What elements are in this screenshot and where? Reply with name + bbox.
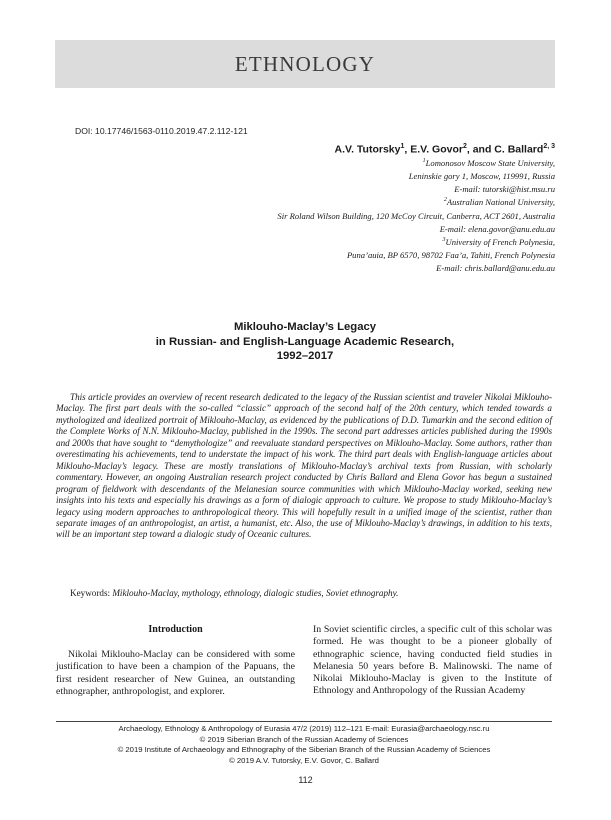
author-affiliation-mark: 2 [462,143,467,150]
footer-line: © 2019 A.V. Tutorsky, E.V. Govor, C. Ballard [229,755,379,765]
body-column-right [313,624,552,698]
body-paragraph: In Soviet scientific circles, a specific cult of this scholar was formed. He was thought to be a pioneer globally of ethnographic science, having conducted field studies in Melanesia 50 years before B. Malinowski. The name of Nikolai Miklouho-Maclay is given to the Institute of Ethnology and Anthropology of the Russian Academy [313,624,552,697]
affiliation-line: $^2$Australian National University, [443,197,555,208]
affiliation-line: Puna’auia, BP 6570, 98702 Faa’a, Tahiti, French Polynesia [346,249,555,260]
footer-line: © 2019 Siberian Branch of the Russian Academy of Sciences [199,734,409,744]
author-list: A.V. Tutorsky$^1$, E.V. Govor$^2$, and C. Ballard$^{2, 3}$ [334,143,555,156]
title-line: in Russian- and English-Language Academic Research, [155,335,455,348]
author-name: C. Ballard [494,143,544,156]
footer-divider [56,721,552,722]
affiliation-line: Sir Roland Wilson Building, 120 McCoy Circuit, Canberra, ACT 2601, Australia [277,210,555,221]
footer-line: © 2019 Institute of Archaeology and Ethnography of the Siberian Branch of the Russian Academy of Sciences [117,745,491,755]
affiliations [135,156,555,274]
author-affiliation-mark: 2, 3 [543,143,555,150]
journal-footer [56,724,552,766]
page-number: 112 [298,775,313,785]
title-line: 1992–2017 [276,350,334,363]
body-paragraph: Nikolai Miklouho-Maclay can be considered with some justification to have been a champion of the Papuans, the first resident researcher of New Guinea, an outstanding ethnographer, anthropologist, and explorer. [56,649,295,697]
keywords [70,588,550,598]
author-name: A.V. Tutorsky [334,143,401,156]
section-banner [55,40,555,88]
title-line: Miklouho-Maclay’s Legacy [233,321,377,333]
body-column-left [56,624,295,698]
affiliation-line: $^1$Lomonosov Moscow State University, [422,157,555,168]
author-name: E.V. Govor [410,143,463,156]
abstract: This article provides an overview of recent research dedicated to the legacy of the Russian scientist and traveler Nikolai Miklouho-Maclay. The first part deals with the so-called “classic” approach of the second half of the 20th century, which tended towards a mythologized and idealized portrait of Miklouho-Maclay, as evidenced by the publications of D.D. Tumarkin and the second edition of the Complete Works of N.N. Miklouho-Maclay, published in the 1990s. The second part addresses articles published during the 1990s and 2000s that have sought to “demythologize” and reevaluate standard perspectives on Miklouho-Maclay. Some authors, rather than overestimating his achievements, tend to understate the impact of his work. The third part deals with English-language articles about Miklouho-Maclay’s legacy. These are mostly translations of Miklouho-Maclay’s archival texts from Russian, with scholarly commentary. However, an ongoing Australian research project conducted by Chris Ballard and Elena Govor has begun a sustained program of fieldwork with descendants of the Melanesian source communities with which Miklouho-Maclay worked, seeking new insights into his texts and especially his drawings as a form of dialogic approach to culture. We propose to study Miklouho-Maclay’s legacy using modern approaches to anthropological theory. This will hopefully result in a unified image of the scientist, rather than separate images of an anthropologist, an artist, a humanist, etc. Also, the use of Miklouho-Maclay’s drawings, in addition to his texts, will be an important step toward a dialogic study of Oceanic cultures. [56,392,552,540]
affiliation-email: E-mail: tutorski@hist.msu.ru [454,184,555,195]
affiliation-line: $^3$University of French Polynesia, [442,236,555,247]
section-title: ETHNOLOGY [234,51,376,76]
footer-line: Archaeology, Ethnology & Anthropology of Eurasia 47/2 (2019) 112–121 E-mail: Eurasia@archaeology.nsc.ru [118,724,490,733]
doi-line: DOI: 10.17746/1563-0110.2019.47.2.112-121 [75,126,248,136]
keywords-values: Miklouho-Maclay, mythology, ethnology, dialogic studies, Soviet ethnography. [112,588,399,598]
affiliation-line: Leninskie gory 1, Moscow, 119991, Russia [408,171,555,182]
section-heading-introduction: Introduction [148,624,203,635]
affiliation-email: E-mail: chris.ballard@anu.edu.au [436,263,555,274]
article-title [55,320,555,364]
keywords-label: Keywords: [70,588,111,598]
author-affiliation-mark: 1 [400,143,405,150]
affiliation-email: E-mail: elena.govor@anu.edu.au [439,223,555,234]
